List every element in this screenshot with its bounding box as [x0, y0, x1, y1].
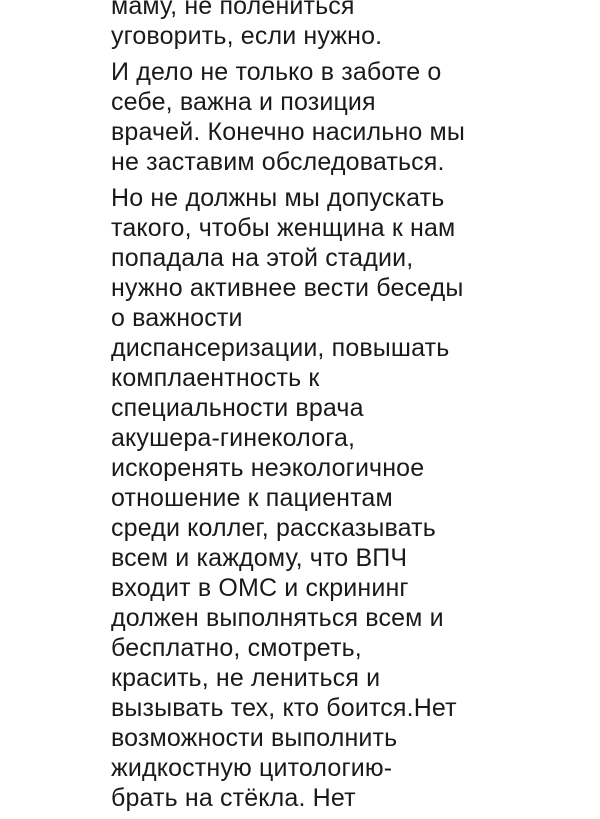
paragraph-3	[111, 183, 591, 813]
text-line: должен выполняться всем и	[111, 604, 444, 632]
text-line: искоренять неэкологичное	[111, 454, 425, 482]
text-line: всем и каждому, что ВПЧ	[111, 544, 408, 572]
text-line: не заставим обследоваться.	[111, 148, 445, 176]
paragraph-1	[111, 0, 591, 51]
text-line: акушера-гинеколога,	[111, 424, 356, 452]
text-line: входит в ОМС и скрининг	[111, 574, 409, 602]
text-line: диспансеризации, повышать	[111, 334, 450, 362]
text-line: Но не должны мы допускать	[111, 184, 445, 212]
text-line: И дело не только в заботе о	[111, 58, 442, 86]
text-line: брать на стёкла. Нет	[111, 784, 356, 812]
text-line: отношение к пациентам	[111, 484, 393, 512]
text-line: попадала на этой стадии,	[111, 244, 414, 272]
paragraph-2	[111, 57, 591, 177]
text-line: специальности врача	[111, 394, 364, 422]
text-line: бесплатно, смотреть,	[111, 634, 362, 662]
text-line: уговорить, если нужно.	[111, 22, 383, 50]
text-line: маму, не полениться	[111, 0, 355, 20]
text-line: возможности выполнить	[111, 724, 398, 752]
text-line: вызывать тех, кто боится.Нет	[111, 694, 457, 722]
text-line: комплаентность к	[111, 364, 320, 392]
text-line: врачей. Конечно насильно мы	[111, 118, 466, 146]
text-line: среди коллег, рассказывать	[111, 514, 436, 542]
text-line: жидкостную цитологию-	[111, 754, 393, 782]
text-line: такого, чтобы женщина к нам	[111, 214, 456, 242]
text-line: о важности	[111, 304, 243, 332]
text-line: нужно активнее вести беседы	[111, 274, 464, 302]
text-line: красить, не лениться и	[111, 664, 381, 692]
document-text	[111, 0, 591, 819]
text-line: себе, важна и позиция	[111, 88, 376, 116]
